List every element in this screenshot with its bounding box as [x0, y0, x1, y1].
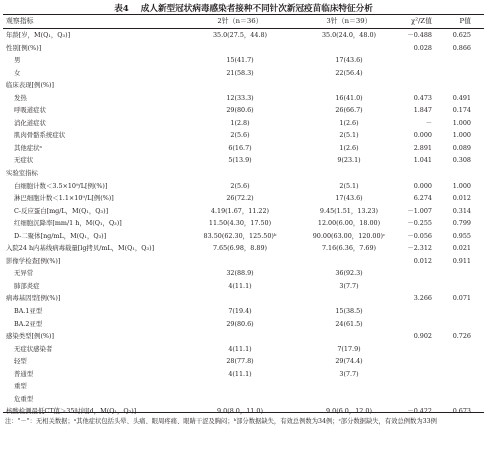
cell-2-dose: 2(5.6): [230, 181, 250, 190]
row-label: BA.1亚型: [14, 307, 43, 316]
cell-2-dose: 11.50(4.30，17.50): [208, 219, 272, 228]
cell-3-dose: 16(41.0): [335, 93, 363, 102]
row-label: 入院24 h内基线病毒载量[lg拷贝/mL，M(Q₁，Q₃)]: [6, 244, 155, 253]
table-row: [0, 180, 487, 193]
row-label: 性别[例(%)]: [6, 43, 42, 52]
table-row: [0, 117, 487, 130]
row-label: BA.2亚型: [14, 319, 43, 328]
table-row: [0, 255, 487, 268]
cell-2-dose: 29(80.6): [226, 319, 254, 328]
row-label: 红细胞沉降率[mm/1 h，M(Q₁，Q₃)]: [14, 219, 122, 228]
row-label: 肺部炎症: [14, 281, 40, 290]
cell-3-dose: 15(38.5): [335, 307, 363, 316]
cell-2-dose: 29(80.6): [226, 106, 254, 115]
bottom-rule: [3, 412, 484, 413]
cell-statistic: 0.012: [413, 256, 432, 265]
cell-3-dose: 2(5.1): [339, 131, 359, 140]
row-label: 普通型: [14, 369, 34, 378]
cell-statistic: －: [425, 118, 432, 127]
table-row: [0, 217, 487, 230]
row-label: D-二聚体[ng/mL，M(Q₁，Q₃)]: [14, 231, 107, 240]
row-label: 其他症状ᵃ: [14, 143, 43, 152]
cell-3-dose: 26(66.7): [335, 106, 363, 115]
cell-3-dose: 3(7.7): [339, 281, 359, 290]
row-label: 呼吸道症状: [14, 106, 46, 115]
header-p-value: P值: [459, 17, 471, 25]
cell-statistic: －0.056: [407, 231, 432, 240]
table-caption: 成人新型冠状病毒感染者接种不同针次新冠疫苗临床特征分析: [140, 4, 373, 14]
cell-2-dose: 28(77.8): [226, 357, 254, 366]
table-row: [0, 305, 487, 318]
cell-statistic: 1.041: [413, 156, 432, 165]
row-label: 消化道症状: [14, 118, 46, 127]
table-row: [0, 368, 487, 381]
cell-2-dose: 1(2.8): [230, 118, 250, 127]
cell-p-value: 0.726: [452, 332, 471, 341]
cell-3-dose: 17(43.6): [335, 56, 363, 65]
row-label: 女: [14, 68, 21, 77]
cell-3-dose: 24(61.5): [335, 319, 363, 328]
row-label: 危重型: [14, 394, 34, 403]
cell-statistic: －0.488: [407, 31, 432, 39]
row-label: 感染类型[例(%)]: [6, 332, 54, 341]
cell-2-dose: 21(58.3): [226, 68, 254, 77]
cell-statistic: －0.255: [407, 219, 432, 228]
table-row: [0, 267, 487, 280]
cell-2-dose: 7(19.4): [228, 307, 252, 316]
cell-2-dose: 32(88.9): [226, 269, 254, 278]
row-label: 淋巴细胞计数＜1.1×10⁹/L[例(%)]: [14, 194, 114, 203]
table-row: [0, 380, 487, 393]
cell-2-dose: 4(11.1): [228, 344, 252, 353]
table-row: [0, 154, 487, 167]
cell-p-value: 0.071: [452, 294, 471, 303]
table-row: [0, 205, 487, 218]
table-row: [0, 330, 487, 343]
cell-2-dose: 4(11.1): [228, 281, 252, 290]
table-row: [0, 167, 487, 180]
row-label: 肌肉骨骼系统症状: [14, 131, 66, 140]
header-group-2-dose: 2针（n＝36）: [217, 17, 263, 25]
row-label: 临床表现[例(%)]: [6, 81, 54, 90]
cell-3-dose: 12.00(6.00，18.00): [317, 219, 381, 228]
row-label: 发热: [14, 93, 27, 102]
table-number: 表4: [114, 4, 129, 14]
cell-3-dose: 9.45(1.51，13.23): [319, 206, 379, 215]
table-row: [0, 393, 487, 406]
cell-p-value: 0.174: [452, 106, 471, 115]
cell-statistic: 1.847: [413, 106, 432, 115]
top-rule: [3, 14, 484, 15]
row-label: 重型: [14, 382, 27, 391]
table-footnote: 注："－"：无相关数据；ᵃ其他症状包括头晕、头痛、眼周疼痛、眼睛干涩及胸闷；ᵇ部分数据缺失，有效总例数为34例；ᶜ部分数据缺失，有效总例数为33例: [5, 418, 437, 425]
row-label: 病毒基因型[例(%)]: [6, 294, 61, 303]
cell-3-dose: 9(23.1): [337, 156, 361, 165]
table-row: [0, 29, 487, 42]
cell-3-dose: 1(2.6): [339, 118, 359, 127]
cell-2-dose: 7.65(6.98，8.89): [212, 244, 268, 253]
cell-p-value: 0.866: [452, 43, 471, 52]
row-label: 白细胞计数＜3.5×10⁹/L[例(%)]: [14, 181, 108, 190]
cell-p-value: 0.012: [452, 194, 471, 203]
cell-3-dose: 29(74.4): [335, 357, 363, 366]
table-row: [0, 92, 487, 105]
cell-3-dose: 7.16(6.36，7.69): [321, 244, 377, 253]
table-row: [0, 355, 487, 368]
cell-p-value: 0.625: [452, 31, 471, 39]
table-row: [0, 242, 487, 255]
cell-2-dose: 4.19(1.67，11.22): [210, 206, 270, 215]
row-label: 年龄[岁，M(Q₁，Q₃)]: [6, 31, 71, 39]
cell-2-dose: 83.50(62.30，125.50)ᵇ: [203, 231, 277, 240]
row-label: 无症状: [14, 156, 34, 165]
table-row: [0, 79, 487, 92]
cell-3-dose: 17(43.6): [335, 194, 363, 203]
table-row: [0, 42, 487, 55]
header-statistic: χ²/Z值: [411, 17, 432, 25]
cell-3-dose: 1(2.6): [339, 143, 359, 152]
table-body: [0, 29, 487, 418]
cell-p-value: 0.021: [452, 244, 471, 253]
table-row: [0, 343, 487, 356]
table-row: [0, 192, 487, 205]
cell-p-value: 0.911: [452, 256, 471, 265]
cell-p-value: 0.314: [452, 206, 471, 215]
cell-statistic: 0.000: [413, 181, 432, 190]
cell-statistic: 2.891: [413, 143, 432, 152]
cell-2-dose: 15(41.7): [226, 56, 254, 65]
cell-statistic: 0.902: [413, 332, 432, 341]
cell-p-value: 0.491: [452, 93, 471, 102]
row-label: 男: [14, 56, 21, 65]
cell-2-dose: 5(13.9): [228, 156, 252, 165]
table-row: [0, 292, 487, 305]
cell-2-dose: 4(11.1): [228, 369, 252, 378]
header-group-3-dose: 3针（n＝39）: [326, 17, 372, 25]
table-title: [0, 2, 487, 14]
table-row: [0, 230, 487, 243]
cell-2-dose: 26(72.2): [226, 194, 254, 203]
cell-p-value: 1.000: [452, 131, 471, 140]
cell-p-value: 0.308: [452, 156, 471, 165]
cell-p-value: 0.955: [452, 231, 471, 240]
cell-statistic: 0.000: [413, 131, 432, 140]
table-row: [0, 280, 487, 293]
cell-p-value: 0.089: [452, 143, 471, 152]
cell-2-dose: 6(16.7): [228, 143, 252, 152]
table-row: [0, 129, 487, 142]
cell-statistic: 0.473: [413, 93, 432, 102]
table-row: [0, 142, 487, 155]
cell-3-dose: 36(92.3): [335, 269, 363, 278]
cell-p-value: 1.000: [452, 118, 471, 127]
cell-3-dose: 7(17.9): [337, 344, 361, 353]
cell-p-value: 0.799: [452, 219, 471, 228]
table-row: [0, 318, 487, 331]
cell-3-dose: 2(5.1): [339, 181, 359, 190]
row-label: 影像学检查[例(%)]: [6, 256, 61, 265]
cell-statistic: －2.312: [407, 244, 432, 253]
header-indicator: 观察指标: [6, 17, 34, 25]
table-row: [0, 54, 487, 67]
row-label: 无异常: [14, 269, 34, 278]
row-label: C-反应蛋白[mg/L，M(Q₁，Q₃)]: [14, 206, 109, 215]
cell-3-dose: 3(7.7): [339, 369, 359, 378]
cell-statistic: 6.274: [413, 194, 432, 203]
cell-3-dose: 35.0(24.0，48.0): [321, 31, 377, 39]
cell-statistic: 3.266: [413, 294, 432, 303]
cell-statistic: 0.028: [413, 43, 432, 52]
row-label: 无症状感染者: [14, 344, 53, 353]
row-label: 轻型: [14, 357, 27, 366]
table-row: [0, 104, 487, 117]
cell-3-dose: 22(56.4): [335, 68, 363, 77]
table-row: [0, 67, 487, 80]
cell-2-dose: 35.0(27.5，44.8): [212, 31, 268, 39]
cell-p-value: 1.000: [452, 181, 471, 190]
cell-2-dose: 2(5.6): [230, 131, 250, 140]
cell-2-dose: 12(33.3): [226, 93, 254, 102]
row-label: 实验室指标: [6, 169, 38, 178]
cell-statistic: －1.007: [407, 206, 432, 215]
cell-3-dose: 90.00(63.00，120.00)ᶜ: [312, 231, 386, 240]
